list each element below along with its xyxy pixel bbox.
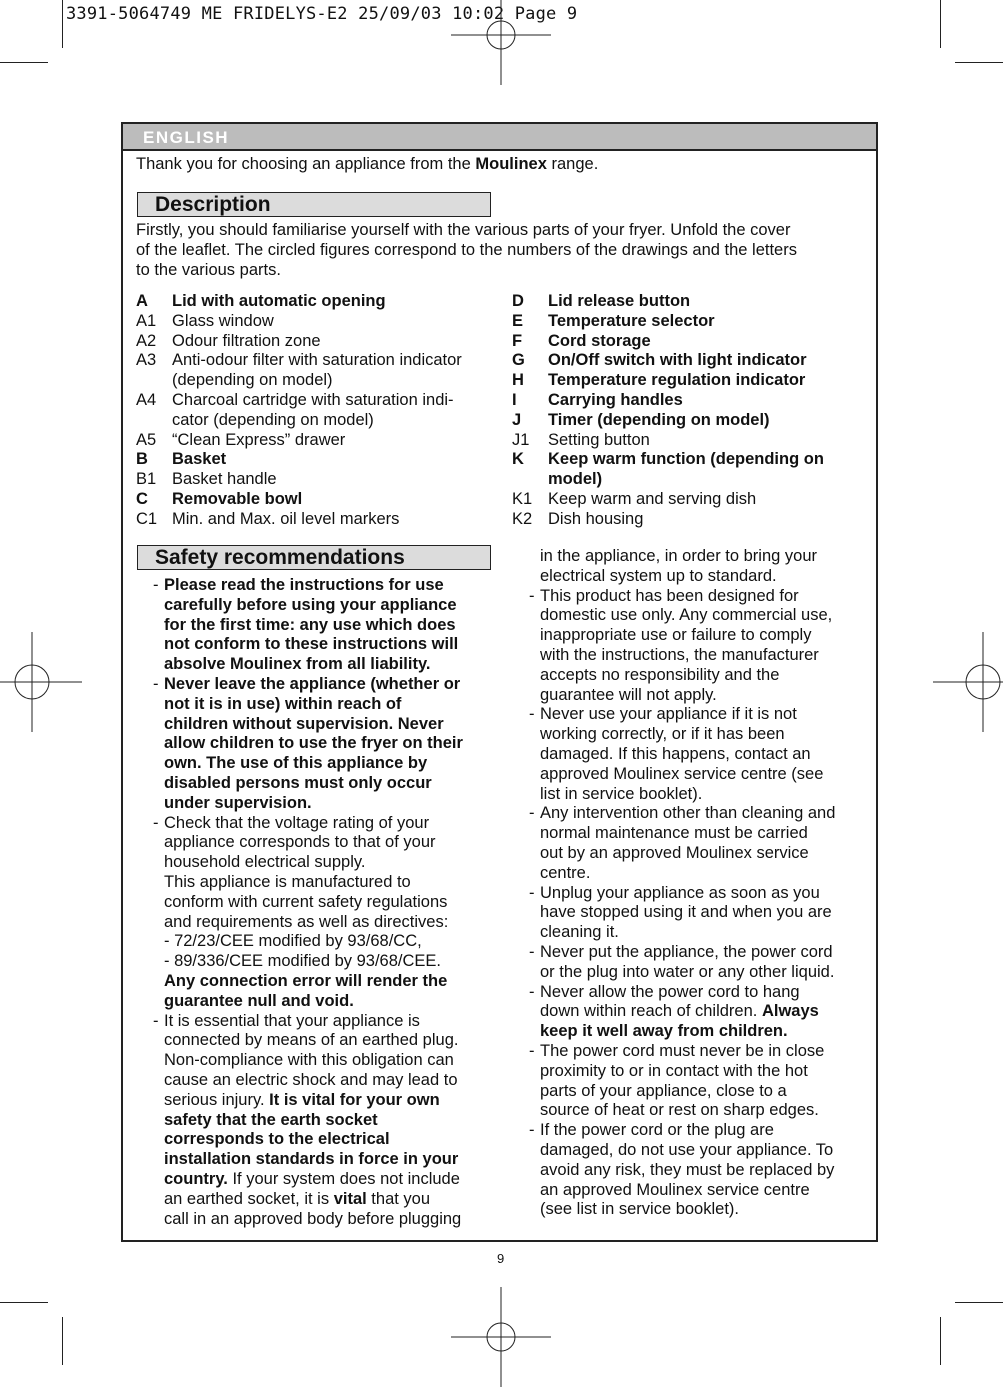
part-item — [512, 371, 824, 391]
text-line: not conform to these instructions will — [164, 635, 459, 654]
part-item — [136, 510, 462, 530]
part-item — [512, 470, 824, 490]
text-line: an approved Moulinex service centre — [540, 1180, 810, 1199]
text-line: It is essential that your appliance is — [164, 1011, 420, 1030]
parts-list-left — [136, 292, 462, 530]
part-label: Timer (depending on model) — [548, 410, 770, 429]
text-line: parts of your appliance, close to a — [540, 1081, 787, 1100]
safety-item — [153, 814, 463, 1012]
part-key: A — [136, 292, 148, 310]
text-line: cause an electric shock and may lead to — [164, 1070, 458, 1089]
part-label: Glass window — [172, 311, 274, 330]
text-line: allow children to use the fryer on their — [164, 734, 463, 753]
part-label: Temperature regulation indicator — [548, 371, 806, 390]
part-key: C1 — [136, 509, 158, 528]
part-key: H — [512, 371, 524, 390]
text-line: Unplug your appliance as soon as you — [540, 883, 820, 902]
text-line: connected by means of an earthed plug. — [164, 1031, 459, 1050]
part-label: On/Off switch with light indicator — [548, 351, 807, 370]
text-line: and requirements as well as directives: — [164, 912, 449, 931]
part-key: B1 — [136, 470, 157, 489]
part-item — [512, 332, 824, 352]
text-line: absolve Moulinex from all liability. — [164, 655, 431, 674]
text-line: This appliance is manufactured to — [164, 872, 411, 891]
text-line: (see list in service booklet). — [540, 1200, 739, 1219]
part-label: Min. and Max. oil level markers — [172, 509, 400, 528]
part-label: Temperature selector — [548, 311, 715, 330]
text-line: country. If your system does not include — [164, 1169, 460, 1188]
part-label: cator (depending on model) — [172, 410, 374, 429]
safety-item — [529, 983, 835, 1042]
text-line: Never use your appliance if it is not — [540, 705, 797, 724]
part-item — [512, 312, 824, 332]
safety-item — [529, 705, 835, 804]
page-number: 9 — [497, 1251, 505, 1266]
part-label: Basket handle — [172, 470, 277, 489]
part-item — [136, 431, 462, 451]
part-key: D — [512, 292, 524, 310]
parts-list-right — [512, 292, 824, 530]
text-line: in the appliance, in order to bring your — [540, 547, 818, 565]
safety-continuation — [529, 547, 835, 587]
intro-line: Thank you for choosing an appliance from the Moulinex range. — [136, 155, 599, 173]
safety-item — [529, 1121, 835, 1220]
text-line: cleaning it. — [540, 923, 619, 942]
part-label: Removable bowl — [172, 489, 303, 508]
part-key: K2 — [512, 509, 533, 528]
safety-item — [153, 1012, 463, 1230]
part-key — [512, 470, 548, 490]
part-item — [512, 351, 824, 371]
text-line: call in an approved body before plugging — [164, 1209, 462, 1228]
part-item — [136, 332, 462, 352]
text-line: Never allow the power cord to hang — [540, 982, 800, 1001]
bullet-dash: - — [529, 586, 535, 605]
text-line: damaged, do not use your appliance. To — [540, 1140, 834, 1159]
text-line: electrical system up to standard. — [540, 566, 777, 585]
part-item — [512, 510, 824, 530]
print-slug: 3391-5064749 ME FRIDELYS-E2 25/09/03 10:02 Page 9 — [66, 4, 578, 24]
text-line: Please read the instructions for use — [164, 576, 444, 594]
part-label: Setting button — [548, 430, 650, 449]
registration-mark-left — [0, 632, 82, 732]
part-key — [136, 411, 172, 431]
part-label: Anti-odour filter with saturation indicator — [172, 351, 462, 370]
text-line: own. The use of this appliance by — [164, 754, 428, 773]
text-line: serious injury. It is vital for your own — [164, 1090, 440, 1109]
bullet-dash: - — [529, 942, 535, 961]
registration-mark-top — [451, 0, 551, 85]
text-line: Any connection error will render the — [164, 971, 448, 990]
part-key: A4 — [136, 390, 157, 409]
part-item — [136, 312, 462, 332]
text-line: approved Moulinex service centre (see — [540, 764, 824, 783]
text-line: accepts no responsibility and the — [540, 665, 780, 684]
text-line: centre. — [540, 863, 591, 882]
text-line: Any intervention other than cleaning and — [540, 804, 836, 823]
bullet-dash: - — [529, 982, 535, 1001]
brand-name: Moulinex — [475, 155, 547, 173]
part-item — [512, 391, 824, 411]
part-item — [136, 470, 462, 490]
safety-item — [529, 884, 835, 943]
bullet-dash: - — [529, 1121, 535, 1140]
text-line: an earthed socket, it is vital that you — [164, 1189, 431, 1208]
text-line: If the power cord or the plug are — [540, 1121, 774, 1140]
part-label: Carrying handles — [548, 390, 683, 409]
text-line: avoid any risk, they must be replaced by — [540, 1160, 835, 1179]
registration-mark-bottom — [451, 1287, 551, 1387]
part-key: A5 — [136, 430, 157, 449]
part-label: Keep warm and serving dish — [548, 489, 757, 508]
content-frame: ENGLISH Thank you for choosing an appliance from the Moulinex range. Description Firstly, you should familiarise yourself with the various parts of your fryer. Unfold the cover of the leaflet. The circled figures correspond to the numbers of the drawings and the letters to the various parts. A Lid with automatic opening A1 Glass window A2 Odour filtration zone A3 Anti-odour filter with saturation indicator (depending on model) A4 Charcoal cartridge with saturation indi- cator (depending on model) A5 “Clean Express” drawer B Basket B1 Basket handle C Removable bowl C1 Min. and Max. oil level markers D Lid release button E Temperature selector F Cord storage G On/Off switch with light indicator H Temperature regulation indicator I Carrying handles J Timer (depending on model) J1 Setting button K Keep warm function (depending on model) K1 Keep warm and serving dish K2 Dish housing Safety recommendations - Please read the instructions for use carefully before using your appliance for the first time: any use which does not conform to these instructions will absolve Moulinex from all liability. - Never leave the appliance (whether or not it is in use) within reach of children without supervision. Never allow children to use the fryer on their own. The use of this appliance by disabled persons must only occur under supervision. - Check that the voltage rating of your appliance corresponds to that of your household electrical supply. This appliance is manufactured to conform with current safety regulations and requirements as well as directives: - 72/23/CEE modified by 93/68/CC, - 89/336/CEE modified by 93/68/CEE. Any connection error will render the guarantee null and void. - It is essential that your appliance is connected by means of an earthed plug. Non-compliance with this obligation can cause an electric shock and may lead to serious injury. It is vital for your own safety that the earth socket corresponds to the electrical installation standards in force in your country. If your system does not include an earthed socket, it is vital that you call in an approved body before plugging in the appliance, in order to bring your electrical system up to standard. - This product has been designed for domestic use only. Any commercial use, inappropriate use or failure to comply with the instructions, the manufacturer accepts no responsibility and the guarantee will not apply. - Never use your appliance if it is not working correctly, or if it has been damaged. If this happens, contact an approved Moulinex service centre (see list in service booklet). - Any intervention other than cleaning and normal maintenance must be carried out by an approved Moulinex service centre. - Unplug your appliance as soon as you have stopped using it and when you are cleaning it. - Never put the appliance, the power cord or the plug into water or any other liquid. - Never allow the power cord to hang down within reach of children. Always keep it well away from children. - The power cord must never be in close proximity to or in contact with the hot parts of your appliance, close to a source of heat or rest on sharp edges. - If the power cord or the plug are damaged, do not use your appliance. To avoid any risk, they must be replaced by an approved Moulinex service centre (see list in service booklet). — [121, 122, 878, 1242]
bullet-dash: - — [529, 883, 535, 902]
part-label: Dish housing — [548, 509, 644, 528]
text-line: installation standards in force in your — [164, 1150, 459, 1169]
part-key: J1 — [512, 430, 530, 449]
part-item — [136, 450, 462, 470]
safety-item — [529, 587, 835, 706]
safety-item — [529, 804, 835, 883]
text-line: Never leave the appliance (whether or — [164, 674, 461, 693]
bullet-dash: - — [153, 674, 159, 693]
part-label: “Clean Express” drawer — [172, 430, 346, 449]
bullet-dash: - — [529, 804, 535, 823]
text-line: under supervision. — [164, 793, 312, 812]
part-label: (depending on model) — [172, 371, 333, 390]
part-label: Cord storage — [548, 331, 651, 350]
bullet-dash: - — [153, 576, 159, 594]
text-line: source of heat or rest on sharp edges. — [540, 1101, 819, 1120]
safety-item — [529, 1042, 835, 1121]
part-key: C — [136, 489, 148, 508]
part-item — [512, 490, 824, 510]
bullet-dash: - — [529, 1041, 535, 1060]
safety-item — [529, 943, 835, 983]
text-line: domestic use only. Any commercial use, — [540, 606, 833, 625]
part-key: B — [136, 450, 148, 469]
part-item — [136, 292, 462, 312]
text-line: conform with current safety regulations — [164, 892, 448, 911]
part-item — [512, 411, 824, 431]
part-key: K1 — [512, 489, 533, 508]
bullet-dash: - — [529, 705, 535, 724]
part-label: Keep warm function (depending on — [548, 450, 824, 469]
part-item — [136, 411, 462, 431]
part-key: A2 — [136, 331, 157, 350]
part-key: K — [512, 450, 524, 469]
text-line: or the plug into water or any other liquid. — [540, 962, 835, 981]
part-item — [512, 450, 824, 470]
text-line: damaged. If this happens, contact an — [540, 744, 811, 763]
text-line: Never put the appliance, the power cord — [540, 942, 833, 961]
text-line: down within reach of children. Always — [540, 1002, 819, 1021]
safety-column-right — [529, 547, 835, 1220]
text-line: keep it well away from children. — [540, 1022, 788, 1041]
text-line: not it is in use) within reach of — [164, 694, 402, 713]
text-line: disabled persons must only occur — [164, 773, 432, 792]
part-item — [136, 391, 462, 411]
text-line: out by an approved Moulinex service — [540, 843, 809, 862]
text-line: The power cord must never be in close — [540, 1041, 825, 1060]
text-line: - 72/23/CEE modified by 93/68/CC, — [164, 932, 422, 951]
text-line: with the instructions, the manufacturer — [540, 645, 819, 664]
part-item — [512, 292, 824, 312]
part-label: Charcoal cartridge with saturation indi- — [172, 390, 454, 409]
part-label: Odour filtration zone — [172, 331, 321, 350]
text-line: carefully before using your appliance — [164, 595, 457, 614]
text-line: household electrical supply. — [164, 853, 366, 872]
text-line: normal maintenance must be carried — [540, 824, 808, 843]
text-line: Check that the voltage rating of your — [164, 813, 430, 832]
part-key: E — [512, 311, 524, 330]
part-item — [512, 431, 824, 451]
text-line: children without supervision. Never — [164, 714, 444, 733]
part-item — [136, 351, 462, 371]
language-header: ENGLISH — [123, 124, 876, 151]
part-key: J — [512, 410, 522, 429]
text-line: for the first time: any use which does — [164, 615, 456, 634]
bullet-dash: - — [153, 813, 159, 832]
part-label: Lid with automatic opening — [172, 292, 386, 310]
text-line: Non-compliance with this obligation can — [164, 1051, 454, 1070]
text-line: inappropriate use or failure to comply — [540, 626, 812, 645]
safety-item — [153, 675, 463, 814]
part-key: A1 — [136, 311, 157, 330]
bullet-dash: - — [153, 1011, 159, 1030]
text-line: guarantee null and void. — [164, 991, 354, 1010]
text-line: corresponds to the electrical — [164, 1130, 390, 1149]
part-key: F — [512, 331, 523, 350]
part-label: Basket — [172, 450, 227, 469]
text-line: safety that the earth socket — [164, 1110, 378, 1129]
registration-mark-right — [933, 632, 1003, 732]
safety-column-left — [153, 576, 463, 1229]
safety-item — [153, 576, 463, 675]
text-line: This product has been designed for — [540, 586, 799, 605]
part-item — [136, 371, 462, 391]
part-label: model) — [548, 470, 603, 489]
text-line: guarantee will not apply. — [540, 685, 717, 704]
text-line: appliance corresponds to that of your — [164, 833, 436, 852]
text-line: have stopped using it and when you are — [540, 903, 832, 922]
text-line: working correctly, or if it has been — [540, 725, 785, 744]
part-key: A3 — [136, 351, 157, 370]
part-label: Lid release button — [548, 292, 691, 310]
part-key: I — [512, 390, 517, 409]
part-key: G — [512, 351, 525, 370]
text-line: list in service booklet). — [540, 784, 703, 803]
part-key — [136, 371, 172, 391]
text-line: proximity to or in contact with the hot — [540, 1061, 808, 1080]
part-item — [136, 490, 462, 510]
safety-heading: Safety recommendations — [137, 545, 491, 570]
text-line: - 89/336/CEE modified by 93/68/CEE. — [164, 952, 441, 971]
description-heading: Description — [137, 192, 491, 217]
